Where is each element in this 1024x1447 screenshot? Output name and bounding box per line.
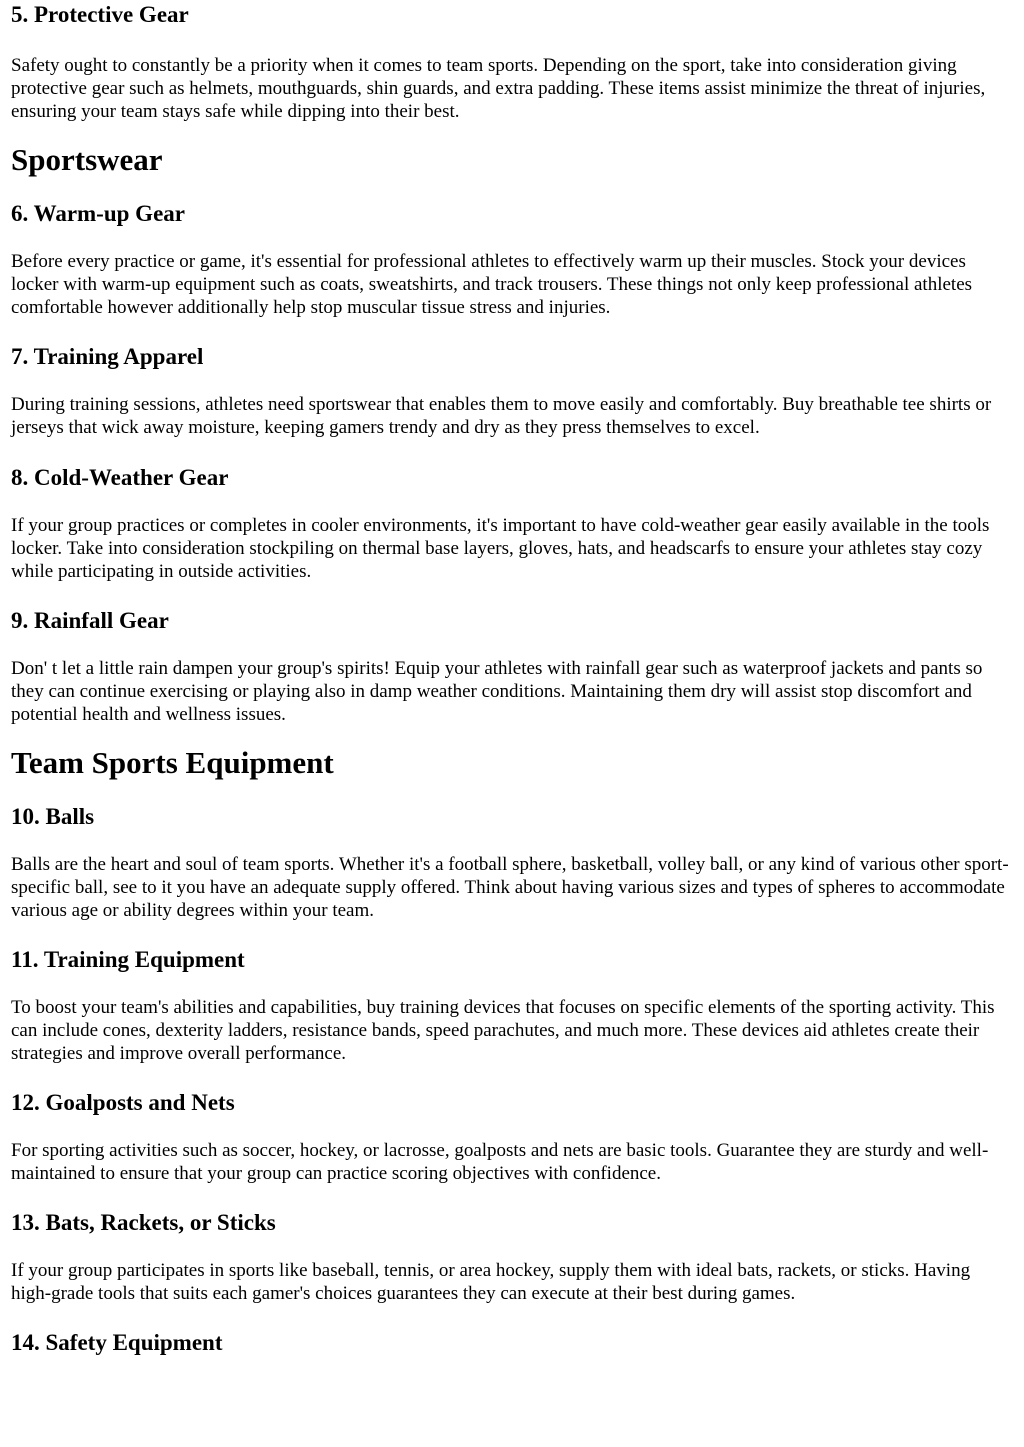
paragraph-training-apparel: During training sessions, athletes need sportswear that enables them to move easily and comfortably. Buy breathable tee shirts or jerseys that wick away moisture, keeping gamers trendy and dry as they press themselves to excel. (11, 394, 992, 438)
heading-bats-rackets-sticks: 13. Bats, Rackets, or Sticks (11, 1210, 276, 1235)
paragraph-rainfall-gear: Don' t let a little rain dampen your group's spirits! Equip your athletes with rainfall gear such as waterproof jackets and pants so they can continue exercising or playing also in damp weather conditions. Maintaining them dry will assist stop discomfort and potential health and wellness issues. (11, 658, 983, 725)
section-heading-sportswear: Sportswear (11, 142, 163, 177)
heading-balls: 10. Balls (11, 804, 95, 829)
heading-rainfall-gear: 9. Rainfall Gear (11, 608, 169, 633)
paragraph-bats-rackets-sticks: If your group participates in sports like baseball, tennis, or area hockey, supply them with ideal bats, rackets, or sticks. Having high-grade tools that suits each gamer's choices guarantees they can execute at their best during games. (11, 1260, 971, 1304)
heading-training-equipment: 11. Training Equipment (11, 947, 245, 972)
heading-cold-weather-gear: 8. Cold-Weather Gear (11, 465, 229, 490)
heading-goalposts-and-nets: 12. Goalposts and Nets (11, 1090, 235, 1115)
paragraph-balls: Balls are the heart and soul of team sports. Whether it's a football sphere, basketball, volley ball, or any kind of various other sport-specific ball, see to it you have an adequate supply offered. Think about having various sizes and types of spheres to accommodate various age or ability degrees within your team. (11, 854, 1009, 921)
heading-protective-gear: 5. Protective Gear (11, 2, 189, 27)
heading-warm-up-gear: 6. Warm-up Gear (11, 201, 185, 226)
paragraph-goalposts-and-nets: For sporting activities such as soccer, hockey, or lacrosse, goalposts and nets are basic tools. Guarantee they are sturdy and well-maintained to ensure that your group can practice scoring objectives with confidence. (11, 1140, 989, 1184)
heading-safety-equipment: 14. Safety Equipment (11, 1330, 223, 1355)
paragraph-warm-up-gear: Before every practice or game, it's essential for professional athletes to effectively warm up their muscles. Stock your devices locker with warm-up equipment such as coats, sweatshirts, and track trousers. These things not only keep professional athletes comfortable however additionally help stop muscular tissue stress and injuries. (11, 251, 973, 318)
heading-training-apparel: 7. Training Apparel (11, 344, 204, 369)
paragraph-protective-gear: Safety ought to constantly be a priority when it comes to team sports. Depending on the sport, take into consideration giving protective gear such as helmets, mouthguards, shin guards, and extra padding. These items assist minimize the threat of injuries, ensuring your team stays safe while dipping into their best. (11, 55, 986, 122)
paragraph-training-equipment: To boost your team's abilities and capabilities, buy training devices that focuses on specific elements of the sporting activity. This can include cones, dexterity ladders, resistance bands, speed parachutes, and much more. These devices aid athletes create their strategies and improve overall performance. (11, 997, 995, 1064)
article-body (0, 1, 1024, 1357)
section-heading-team-sports-equipment: Team Sports Equipment (11, 745, 334, 780)
paragraph-cold-weather-gear: If your group practices or completes in cooler environments, it's important to have cold-weather gear easily available in the tools locker. Take into consideration stockpiling on thermal base layers, gloves, hats, and headscarfs to ensure your athletes stay cozy while participating in outside activities. (11, 515, 990, 582)
